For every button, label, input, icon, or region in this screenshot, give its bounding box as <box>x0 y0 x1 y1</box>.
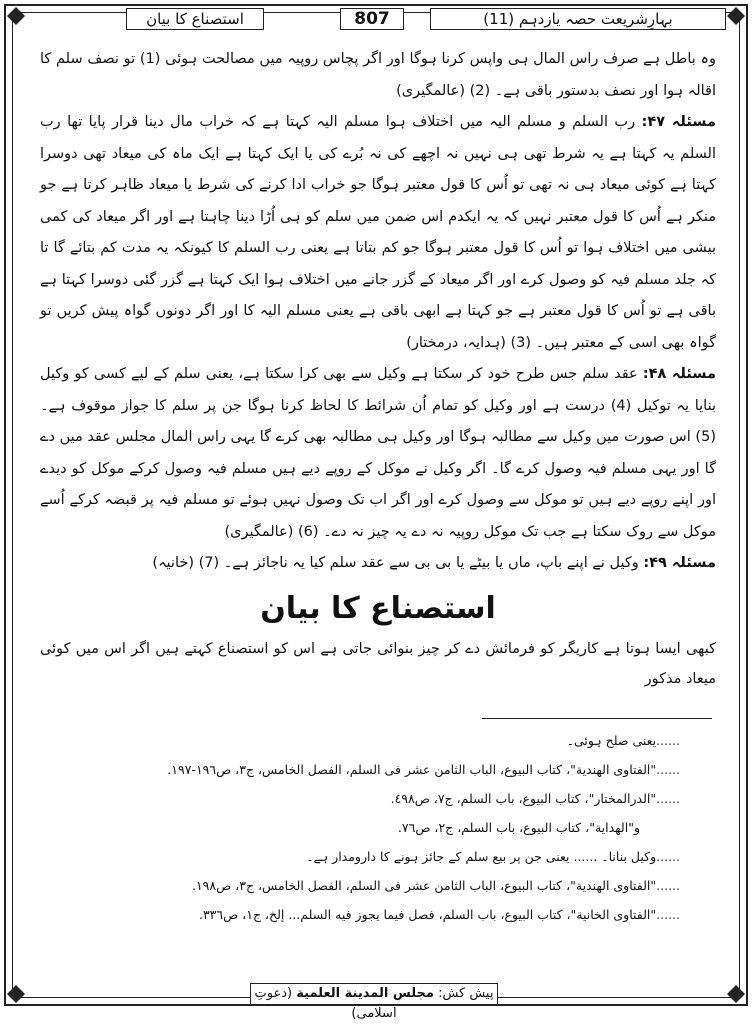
masala-label: مسئلہ ۴۸: <box>642 366 716 382</box>
footnote-text: یعنی صلح ہوئی۔ <box>566 733 657 748</box>
paragraph-continuation: وہ باطل ہے صرف راس المال ہی واپس کرنا ہوگا اور اگر پچاس روپیہ میں مصالحت ہوئی (1) تو نصف سلم کا اقالہ ہوا اور نصف بدستور باقی ہے۔ (2) (عالمگیری) <box>40 51 716 99</box>
masala-48 <box>40 359 716 548</box>
footnote-text: "الدرالمختار"، کتاب البیوع، باب السلم، ج٧، ص٤٩٨. <box>390 791 657 806</box>
section-intro: کبھی ایسا ہوتا ہے کاریگر کو فرمائش دے کر چیز بنوائی جاتی ہے اس کو استصناع کہتے ہیں اگر اس میں کوئی میعاد مذکور <box>40 640 716 687</box>
footnote-marker: ...... <box>656 733 680 748</box>
masala-49 <box>40 548 716 580</box>
page-number: 807 <box>340 8 404 30</box>
publisher-footer <box>250 983 498 1021</box>
footnote <box>40 842 680 871</box>
footnote-text: "الفتاوی الھندیة"، کتاب البیوع، الباب الثامن عشر فی السلم، الفصل الخامس، ج٣، ص١٩٦-١٩٧. <box>167 762 657 777</box>
footnote-text: و"الھدایة"، کتاب البیوع، باب السلم، ج٢، ص٧٦. <box>397 820 640 835</box>
footnote <box>40 871 680 900</box>
footer-suffix: (دعوتِ اسلامی) <box>254 986 397 1021</box>
footnote <box>40 813 680 842</box>
footer-prefix: پیش کش: <box>438 986 494 1001</box>
footnote-marker: ...... <box>656 791 680 806</box>
masala-47 <box>40 107 716 359</box>
footnote <box>40 784 680 813</box>
footnote <box>40 755 680 784</box>
footnote-divider <box>482 718 712 719</box>
section-title: استصناع کا بیان <box>260 590 496 626</box>
footnote-text: "الفتاوی الھندیة"، کتاب البیوع، الباب الثامن عشر فی السلم، الفصل الخامس، ج٣، ص١٩٨. <box>191 878 657 893</box>
footnote-text: "الفتاوی الخانیة"، کتاب البیوع، باب السلم، فصل فیما یجوز فیه السلم... إلخ، ج١، ص٣٣٦. <box>198 907 657 922</box>
masala-label: مسئلہ ۴۹: <box>643 555 716 571</box>
footnote-text: وکیل بنانا۔ ...... یعنی جن پر بیع سلم کے جائز ہونے کا دارومدار ہے۔ <box>306 849 657 864</box>
chapter-title-box: استصناع کا بیان <box>126 8 264 30</box>
book-title-box: بہارِشریعت حصہ یازدہم (11) <box>430 8 726 30</box>
main-text <box>40 44 716 694</box>
footnote-marker: ...... <box>656 907 680 922</box>
masala-text: رب السلم و مسلم الیہ میں اختلاف ہوا مسلم الیہ کہتا ہے کہ خراب مال دینا قرار پایا تھا رب السلم یہ کہتا ہے یہ شرط تھی ہی نہیں نہ اچھے کی نہ بُرے کی یا ایک کہتا ہے ایک ماہ کی میعاد تھی دوسرا کہتا ہے کوئی میعاد ہی نہ تھی تو اُس کا قول معتبر ہوگا جو خراب ادا کرنے کی شرط یا میعاد ظاہر کرتا ہے جو منکر ہے اُس کا قول معتبر نہیں کہ یہ ایکدم اس ضمن میں سلم کو ہی اُڑا دینا چاہتا ہے اور اگر میعاد کی کمی بیشی میں اختلاف ہوا تو اُس کا قول معتبر ہوگا جو کم بتاتا ہے یعنی رب السلم کا کیونکہ یہ مدت کم بتائے گا تا کہ جلد مسلم فیہ کو وصول کرے اور اگر میعاد کے گزر جانے میں اختلاف ہوا ایک کہتا ہے گزر گئی دوسرا کہتا ہے باقی ہے تو اُس کا قول معتبر ہے جو کہتا ہے ابھی باقی ہے یعنی مسلم الیہ کا اور اگر دونوں گواہ پیش کریں تو گواہ بھی اسی کے معتبر ہیں۔ (3) (ہدایہ، درمختار) <box>40 114 716 351</box>
masala-text: عقد سلم جس طرح خود کر سکتا ہے وکیل سے بھی کرا سکتا ہے، یعنی سلم کے لیے کسی کو وکیل بنایا یہ توکیل (4) درست ہے اور وکیل کو تمام اُن شرائط کا لحاظ کرنا ہوگا جن پر سلم کا جواز موقوف ہے۔ (5) اس صورت میں وکیل سے مطالبہ ہوگا اور وکیل ہی مطالبہ بھی کرے گا یہی راس المال مجلس عقد میں دے گا اور یہی مسلم فیہ وصول کرے گا۔ اگر وکیل نے موکل کے روپے دیے ہیں مسلم فیہ وصول کرکے موکل کو دیدے اور اپنے روپے دیے ہیں تو موکل سے وصول کرے اور اگر اب تک وصول نہیں ہوئے تو مسلم فیہ پر قبضہ کرکے اُسے موکل سے روک سکتا ہے جب تک موکل روپیہ نہ دے یہ چیز نہ دے۔ (6) (عالمگیری) <box>40 366 716 540</box>
publisher-name: مجلس المدینة العلمیة <box>296 986 434 1001</box>
masala-label: مسئلہ ۴۷: <box>641 114 716 130</box>
masala-text: وکیل نے اپنے باپ، ماں یا بیٹے یا بی بی سے عقد سلم کیا یہ ناجائز ہے۔ (7) (خانیہ) <box>152 555 644 571</box>
page-header <box>14 6 738 32</box>
footnote-marker: ...... <box>656 878 680 893</box>
footnote <box>40 726 680 755</box>
footnote-marker: ...... <box>656 849 680 864</box>
footnote <box>40 900 680 929</box>
footnote-marker: ...... <box>656 762 680 777</box>
footnotes <box>40 726 680 929</box>
